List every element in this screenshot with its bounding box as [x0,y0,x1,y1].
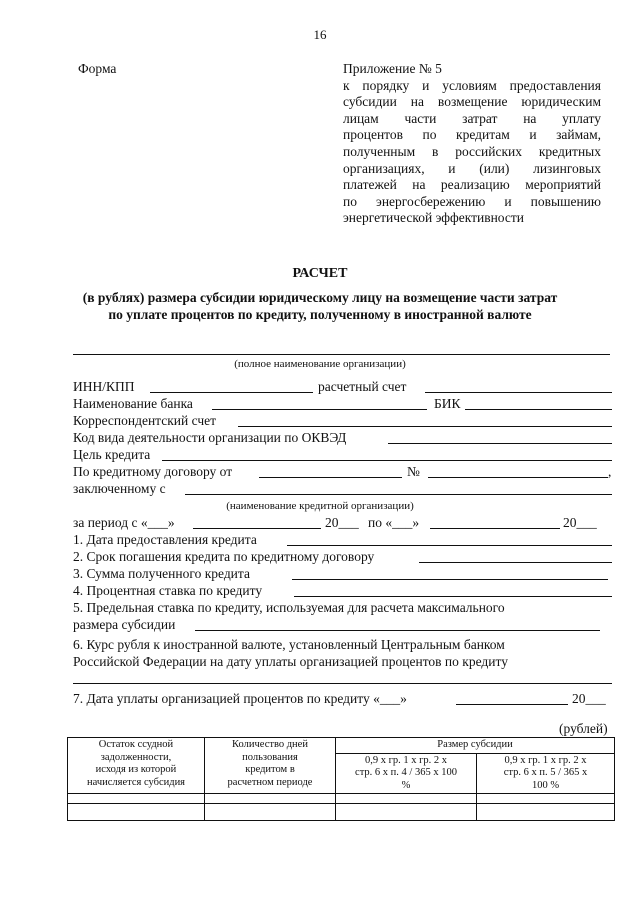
item7-label: 7. Дата уплаты организацией процентов по кредиту «___» [73,691,407,706]
credit-org-field[interactable] [185,494,612,495]
col2-header: Количество дней пользования кредитом в расчетном периоде [205,738,336,794]
item6-field[interactable] [73,683,612,684]
item1-field[interactable] [287,545,612,546]
appendix-line: организациях, и (или) лизинговых [343,160,601,176]
purpose-field[interactable] [162,460,612,461]
appendix-block [343,61,601,227]
subsidy-header: Размер субсидии [336,738,615,754]
table-cell[interactable] [477,804,615,821]
concluded-label: заключенному с [73,481,166,496]
doc-subtitle-line2: по уплате процентов по кредиту, полученному в иностранной валюте [108,307,532,322]
comma: , [608,464,612,479]
table-row [68,794,615,804]
credit-org-caption: (наименование кредитной организации) [226,500,414,512]
item7-year: 20___ [572,691,606,706]
col1-header: Остаток ссудной задолженности, исходя из которой начисляется субсидия [68,738,205,794]
doc-subtitle-line1: (в рублях) размера субсидии юридическому лицу на возмещение части затрат [82,290,558,305]
appendix-line: лицам части затрат на уплату [343,110,601,126]
bank-field[interactable] [212,409,427,410]
table-cell[interactable] [205,804,336,821]
item5-field[interactable] [195,630,600,631]
okved-field[interactable] [388,443,612,444]
item2-field[interactable] [419,562,612,563]
item2-label: 2. Срок погашения кредита по кредитному договору [73,549,375,564]
period-year1: 20___ [325,515,359,530]
item4-field[interactable] [294,596,612,597]
table-row [68,804,615,821]
table-cell[interactable] [68,804,205,821]
inn-field[interactable] [150,392,313,393]
contract-date-field[interactable] [259,477,402,478]
period-from-field[interactable] [193,528,321,529]
table-unit: (рублей) [559,721,608,736]
account-field[interactable] [425,392,612,393]
contract-label: По кредитному договору от [73,464,233,479]
subsidy-table [67,737,615,821]
purpose-label: Цель кредита [73,447,151,462]
org-name-line[interactable] [73,354,610,355]
doc-title: РАСЧЕТ [292,266,348,281]
item5-label-line1: 5. Предельная ставка по кредиту, используемая для расчета максимального [73,600,505,615]
item4-label: 4. Процентная ставка по кредиту [73,583,263,598]
appendix-line: энергетической эффективности [343,210,524,226]
okved-label: Код вида деятельности организации по ОКВЭД [73,430,347,445]
appendix-title: Приложение № 5 [343,61,442,76]
appendix-line: субсидии на возмещение юридическим [343,94,601,110]
appendix-line: процентов по кредитам и займам, [343,127,601,143]
col4-header: 0,9 х гр. 1 х гр. 2 х стр. 6 х п. 5 / 365 х 100 % [477,753,615,794]
corr-account-field[interactable] [238,426,612,427]
item5-label-line2: размера субсидии [73,617,176,632]
col3-header: 0,9 х гр. 1 х гр. 2 х стр. 6 х п. 4 / 365 х 100 % [336,753,477,794]
table-cell[interactable] [205,794,336,804]
item3-field[interactable] [292,579,608,580]
table-header-row [68,738,615,754]
bik-field[interactable] [465,409,612,410]
period-to-field[interactable] [430,528,560,529]
table-cell[interactable] [68,794,205,804]
table-cell[interactable] [336,804,477,821]
appendix-line: по энергосбережению и повышению [343,193,601,209]
period-year2: 20___ [563,515,597,530]
period-to-label: по «___» [368,515,420,530]
appendix-line: полученным в российских кредитных [343,143,601,159]
contract-number-field[interactable] [428,477,608,478]
item6-label-line1: 6. Курс рубля к иностранной валюте, установленный Центральным банком [73,637,505,652]
table-cell[interactable] [477,794,615,804]
item3-label: 3. Сумма полученного кредита [73,566,250,581]
item7-field[interactable] [456,704,568,705]
appendix-line: к порядку и условиям предоставления [343,77,601,93]
period-from-label: за период с «___» [73,515,175,530]
item6-label-line2: Российской Федерации на дату уплаты организацией процентов по кредиту [73,654,508,669]
table-cell[interactable] [336,794,477,804]
page-number: 16 [313,27,327,42]
bank-label: Наименование банка [73,396,193,411]
inn-label: ИНН/КПП [73,379,135,394]
form-label: Форма [78,61,117,76]
appendix-line: платежей на реализацию мероприятий [343,177,601,193]
contract-number-label: № [407,464,420,479]
org-name-caption: (полное наименование организации) [234,358,406,370]
account-label: расчетный счет [318,379,407,394]
bik-label: БИК [434,396,461,411]
item1-label: 1. Дата предоставления кредита [73,532,257,547]
corr-account-label: Корреспондентский счет [73,413,217,428]
